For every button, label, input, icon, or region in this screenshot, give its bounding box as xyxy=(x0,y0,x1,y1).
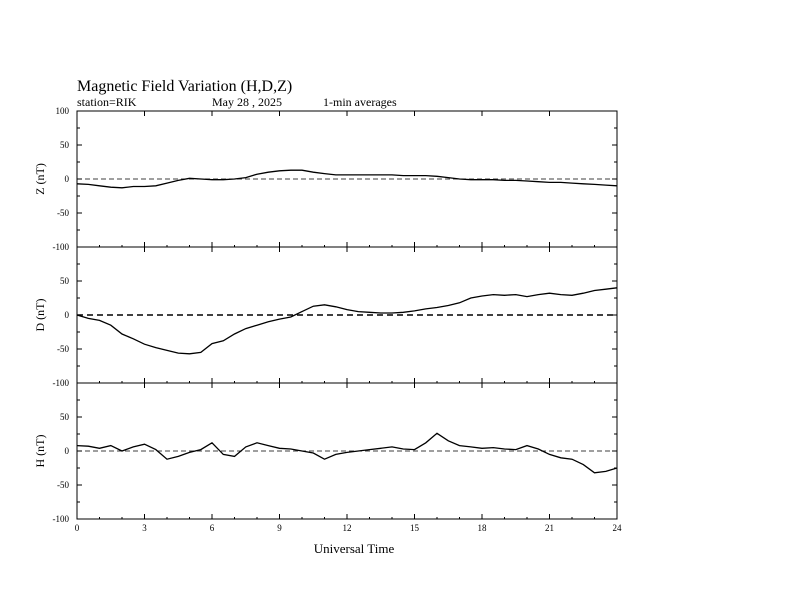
y-tick-label: -100 xyxy=(52,378,69,388)
y-tick-label: 0 xyxy=(64,174,69,184)
station-label: station=RIK xyxy=(77,95,137,109)
x-tick-label: 24 xyxy=(612,523,622,533)
y-tick-label: 0 xyxy=(64,310,69,320)
y-tick-label: -50 xyxy=(57,480,69,490)
x-axis-label: Universal Time xyxy=(313,541,395,556)
y-tick-label: 50 xyxy=(60,412,69,422)
x-tick-label: 21 xyxy=(545,523,554,533)
panel-h xyxy=(33,383,622,533)
x-tick-label: 6 xyxy=(209,523,215,533)
series-line-d xyxy=(77,288,617,354)
panel-d xyxy=(33,247,617,388)
y-tick-label: 100 xyxy=(55,106,69,116)
y-axis-label: Z (nT) xyxy=(33,163,47,195)
y-tick-label: -50 xyxy=(57,344,69,354)
x-tick-label: 3 xyxy=(142,523,147,533)
averaging-label: 1-min averages xyxy=(323,95,397,109)
x-tick-label: 18 xyxy=(477,523,487,533)
y-axis-label: H (nT) xyxy=(33,434,47,468)
x-tick-label: 15 xyxy=(410,523,419,533)
y-tick-label: 50 xyxy=(60,276,69,286)
y-tick-label: 50 xyxy=(60,140,69,150)
y-tick-label: -100 xyxy=(52,514,69,524)
x-tick-label: 0 xyxy=(74,523,80,533)
date-label: May 28 , 2025 xyxy=(212,95,282,109)
x-tick-label: 9 xyxy=(277,523,282,533)
y-tick-label: -50 xyxy=(57,208,69,218)
x-tick-label: 12 xyxy=(342,523,352,533)
y-axis-label: D (nT) xyxy=(33,298,47,332)
series-line-h xyxy=(77,433,617,473)
y-tick-label: 0 xyxy=(64,446,69,456)
y-tick-label: -100 xyxy=(52,242,69,252)
panel-z xyxy=(33,106,617,252)
chart-panels xyxy=(33,106,622,533)
chart-title: Magnetic Field Variation (H,D,Z) xyxy=(77,78,293,95)
